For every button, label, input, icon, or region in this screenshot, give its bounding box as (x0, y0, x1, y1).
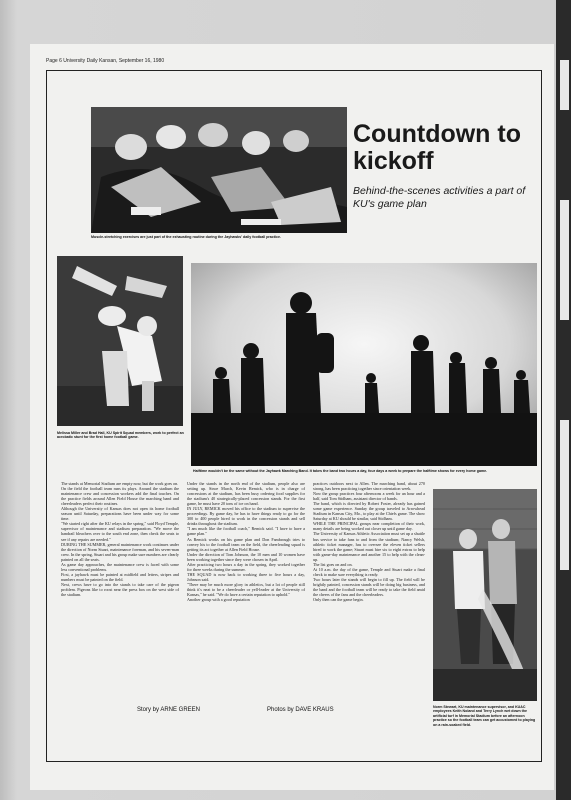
photo-credit: Photos by DAVE KRAUS (267, 707, 334, 713)
band-photo-caption: Halftime wouldn't be the same without the Jayhawk Marching Band. It takes the band two hours a day, four days a week to prepare the halftime shows for every home game. (193, 469, 488, 473)
story-column-1: The stands at Memorial Stadium are empty now, but the work goes on. On the field the football team runs its plays. Around the stadium the maintenance crew and concession workers add the final touches. On the practice fields around Allen Field House the marching band and cheerleaders perfect their routines. Although the University of Kansas does not open its home football season until Saturday, preparations have been under way for some time. "We started right after the KU relays in the spring," said Floyd Temple, supervisor of maintenance and stadium preparation. "We move the handrail bleachers over to the south end zone, then check the seats to see if any repairs are needed." DURING THE SUMMER, general maintenance work continues under the direction of Norm Stuart, maintenance foreman, and his seven-man crew. In the spring, Stuart and his group make sure numbers are clearly painted on all the seats. As game day approaches, the maintenance crew is faced with some less conventional problems. First, a jayhawk must be painted at midfield and letters, stripes and numbers must be painted on the field. Next, crews have to go into the stands to take care of the pigeon problem. Pigeons like to roost near the press box on the west side of the stadium. (61, 481, 179, 598)
page-header: Page 6 University Daily Kansan, September 16, 1980 (46, 58, 165, 64)
maintenance-crew-photo (433, 489, 537, 701)
story-column-3: practices outdoors next to Allen. The marching band, about 270 strong, has been practicing together since orientation week. Now the group practices four afternoons a week for an hour and a half, said Tom Stidham, assistant director of bands. The band, which is directed by Robert Foster, already has gained some game experience. Sunday the group traveled to Arrowhead Stadium in Kansas City, Mo., to play at the Chiefs game. The show Saturday at KU should be similar, said Stidham. WHILE THE PRINCIPAL groups near completion of their work, many details are being worked out closer up until game day. The University of Kansas Athletic Association must set up a shuttle bus service to take fans to and from the stadium; Nancy Welsh, athletic ticket manager, has to oversee the eleven ticket sellers hired to work the game; Stuart must hire six to eight extras to help with game-day maintenance and another 15 to help with the clean-up. The list goes on and on. At 10 a.m. the day of the game, Temple and Stuart make a final check to make sure everything is ready. Two hours later the stands will begin to fill up. The field will be brightly painted, concession stands will be doing big business, and the band and the football team will be ready to take the field amid the cheers of the fans and the cheerleaders. Only then can the game begin. (313, 481, 425, 603)
top-photo-caption: Muscle-stretching exercises are just part of the exhausting routine during the Jayhawks' daily football practice. (91, 235, 281, 239)
story-column-2: Under the stands in the north end of the stadium, people also are setting up. Since March, Kevin Remick, who is in charge of concessions at the stadium, has been busy ordering food supplies for the stadium's 40 strategically-placed concession stands. For the first game, he must have 20 tons of ice on hand. IN JULY, REMICK moved his office to the stadium to supervise the proceedings. By game day, he has to have things ready to go for the 300 to 400 people hired to work in the concession stands and sell drinks throughout the stadium. "I am much like the football coach," Remick said. "I have to have a game plan." As Remick works on his game plan and Don Fambrough tries to convey his to the football team on the field, the cheerleading squad is getting its act together at Allen Field House. Under the direction of Tom Johnson, the 10 men and 10 women have been working together since they were chosen in April. After practicing two hours a day in the spring, they worked together for three weeks during the summer. THE SQUAD is now back to working three to five hours a day, Johnson said. "There may be much more glory in athletics, but a lot of people still think it's neat to be a cheerleader or yell-leader at the University of Kansas," he said. "We do have a certain reputation to uphold." Another group with a good reputation (187, 481, 305, 603)
crew-photo-caption: Norm Stewart, KU maintenance supervisor, and KUAC employees Keith Noland and Terry Lynch wet down the artificial turf in Memorial Stadium before an afternoon practice so the football team can get accustomed to playing on a rain-soaked field. (433, 705, 536, 727)
story-frame (46, 70, 542, 762)
cheerleader-photo (57, 256, 183, 426)
marching-band-photo (191, 263, 537, 466)
newspaper-page (30, 44, 554, 790)
football-practice-photo (91, 107, 347, 233)
headline-subtitle: Behind-the-scenes activities a part of KU's game plan (353, 185, 526, 210)
story-credit: Story by ARNE GREEN (137, 707, 201, 713)
adjacent-page-edge (556, 0, 571, 800)
cheerleader-photo-caption: Melissa Miller and Brad Hall, KU Spirit Squad members, work to perfect an acrobatic stunt for the first home football game. (57, 431, 184, 440)
headline-title: Countdown to kickoff (353, 120, 521, 175)
